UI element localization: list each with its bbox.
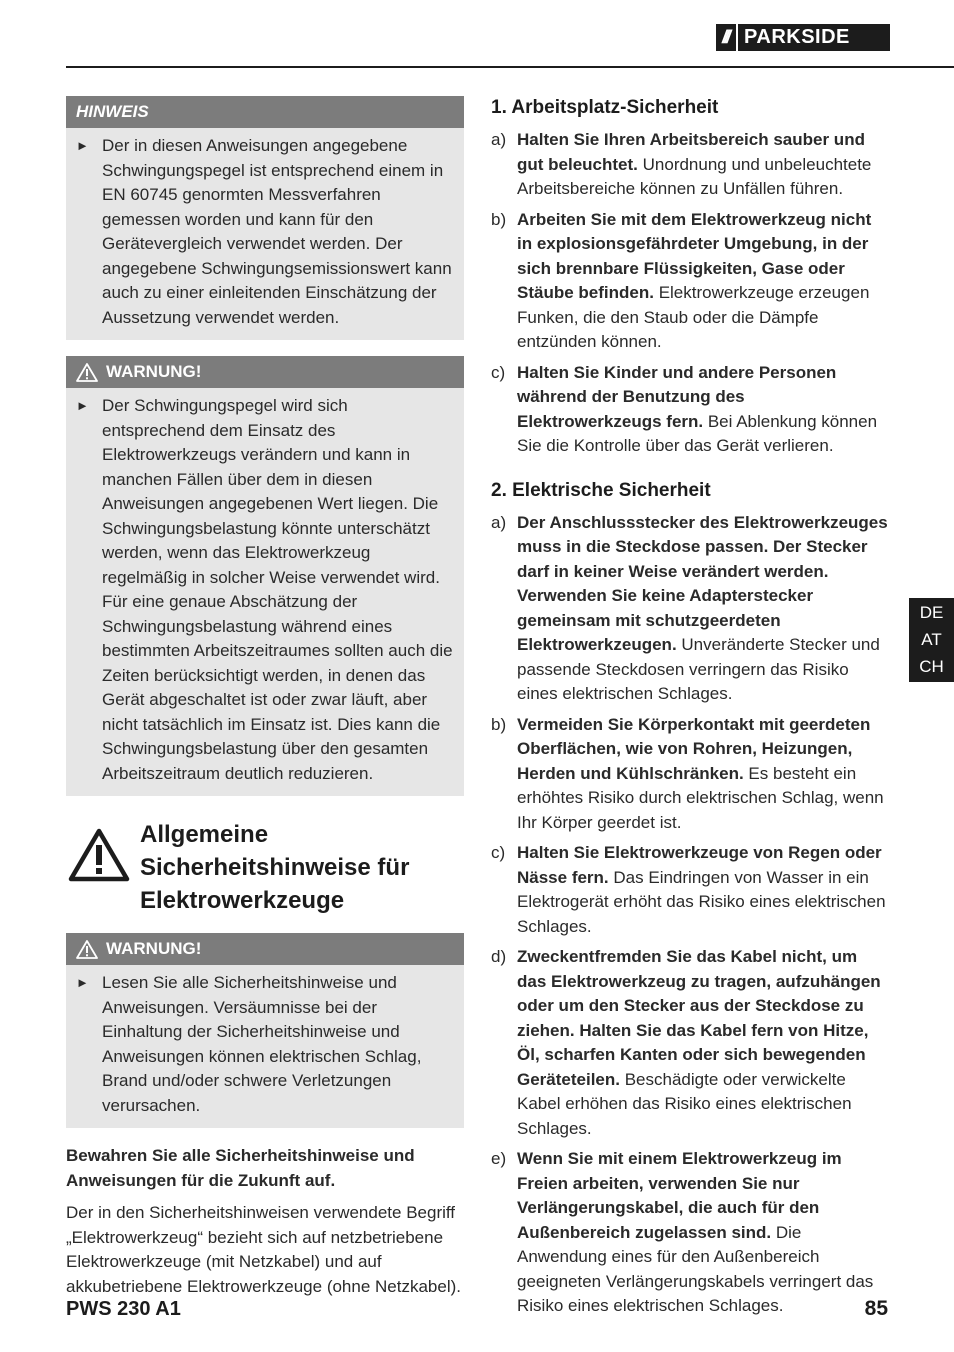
footer-model: PWS 230 A1	[66, 1298, 181, 1320]
item-label: a)	[491, 130, 507, 149]
definition-paragraph: Der in den Sicherheitshinweisen verwendete Begriff „Elektrowerkzeug“ bezieht sich auf netzbetriebene Elektrowerkzeuge (mit Netzkabel) und auf akkubetriebene Elektrowerkzeuge (ohne Netzkabel).	[66, 1203, 462, 1296]
section-heading: Allgemeine Sicherheitshinweise für Elektrowerkzeuge	[140, 821, 410, 914]
item-text: Die Anwendung eines für den Außenbereich geeigneten Verlängerungskabels verringert das Risiko eines elektrischen Schlages.	[517, 1222, 874, 1315]
list-item	[491, 713, 891, 836]
item-bold: Halten Sie Ihren Arbeitsbereich sauber und gut beleuchtet.	[517, 130, 865, 174]
item-label: e)	[491, 1149, 507, 1168]
hinweis-text: Der in diesen Anweisungen angegebene Schwingungspegel ist entsprechend einem in EN 60745 genormten Messverfahren gemessen worden und kann für den Gerätevergleich verwendet werden. Der angegebene Schwingungsemissionswert kann auch zu einer einleitenden Einschätzung der Aussetzung verwendet werden.	[102, 136, 452, 327]
item-text: Beschädigte oder verwickelte Kabel erhöhen das Risiko eines elektrischen Schlages.	[517, 1069, 852, 1138]
header-rule	[66, 66, 954, 68]
left-column	[66, 96, 464, 1299]
item-bold: Vermeiden Sie Körperkontakt mit geerdeten Oberflächen, wie von Rohren, Heizungen, Herden und Kühlschränken.	[517, 714, 871, 783]
logo-slashes: ///	[716, 24, 738, 51]
item-text: Das Eindringen von Wasser in ein Elektrogerät erhöht das Risiko eines elektrischen Schlages.	[517, 867, 886, 936]
list-item	[491, 945, 891, 1141]
parkside-logo	[716, 24, 890, 51]
item-bold: Wenn Sie mit einem Elektrowerkzeug im Freien arbeiten, verwenden Sie nur Verlängerungskabel, die auch für den Außenbereich zugelassen sind.	[517, 1149, 842, 1242]
item-label: c)	[491, 843, 506, 862]
lang-at: AT	[921, 630, 942, 649]
list-item	[491, 361, 891, 459]
item-bold: Halten Sie Elektrowerkzeuge von Regen oder Nässe fern.	[517, 843, 882, 887]
item-label: a)	[491, 512, 507, 532]
item-text: Es besteht ein erhöhtes Risiko durch elektrischen Schlag, wenn Ihr Körper geerdet ist.	[517, 763, 884, 832]
bullet-arrow-icon: ►	[76, 398, 89, 413]
item-bold: Zweckentfremden Sie das Kabel nicht, um das Elektrowerkzeug zu tragen, aufzuhängen oder um den Stecker aus der Steckdose zu ziehen. Halten Sie das Kabel fern von Hitze, Öl, scharfen Kanten oder sich bewegenden Geräteteilen.	[517, 947, 881, 1089]
warning-icon	[76, 940, 98, 959]
list-item	[491, 128, 891, 202]
item-text: Elektrowerkzeuge erzeugen Funken, die den Staub oder die Dämpfe entzünden können.	[517, 283, 870, 351]
warning-icon	[68, 828, 130, 882]
item-label: b)	[491, 714, 507, 734]
list-item	[491, 1147, 891, 1319]
item-text: Bei Ablenkung können Sie die Kontrolle über das Gerät verlieren.	[517, 411, 878, 455]
list-item	[491, 511, 891, 707]
right-column	[491, 96, 891, 1325]
warnung-header-2	[66, 933, 464, 965]
warnung-header-1	[66, 356, 464, 388]
bullet-arrow-icon: ►	[76, 975, 89, 990]
item-bold: Arbeiten Sie mit dem Elektrowerkzeug nicht in explosionsgefährdeter Umgebung, in der sich brennbare Flüssigkeiten, Gase oder Stäube befinden.	[517, 209, 872, 302]
hinweis-box	[66, 96, 464, 340]
list-item	[491, 841, 891, 939]
item-bold: Der Anschlussstecker des Elektrowerkzeuges muss in die Steckdose passen. Der Stecker darf in keiner Weise verändert werden. Verwenden Sie keine Adapterstecker gemeinsam mit schutzgeerdeten Elektrowerkzeugen.	[517, 512, 888, 654]
warnung-box-1	[66, 356, 464, 796]
list-item	[491, 208, 891, 355]
hinweis-title: HINWEIS	[66, 96, 464, 128]
warnung-text-1: Der Schwingungspegel wird sich entsprechend dem Einsatz des Elektrowerkzeugs verändern und kann in manchen Fällen über dem in diesen Anweisungen angegebenen Wert liegen. Die Schwingungsbelastung könnte unterschätzt werden, wenn das Elektrowerkzeug regelmäßig in solcher Weise verwendet wird. Für eine genaue Abschätzung der Schwingungsbelastung während eines bestimmten Arbeitszeitraumes sollten auch die Zeiten berücksichtigt werden, in denen das Gerät abgeschaltet ist oder zwar läuft, aber nicht tatsächlich im Einsatz ist. Dies kann die Schwingungsbelastung über den gesamten Arbeitszeitraum deutlich reduzieren.	[102, 396, 453, 783]
warnung-text-2: Lesen Sie alle Sicherheitshinweise und Anweisungen. Versäumnisse bei der Einhaltung der Sicherheitshinweise und Anweisungen können elektrischen Schlag, Brand und/oder schwere Verletzungen verursachen.	[102, 973, 422, 1115]
item-bold: Halten Sie Kinder und andere Personen während der Benutzung des Elektrowerkzeugs fern.	[517, 362, 837, 431]
section1-heading: 1. Arbeitsplatz-Sicherheit	[491, 97, 719, 118]
section-title-block	[66, 818, 464, 917]
item-text: Unordnung und unbeleuchtete Arbeitsbereiche können zu Unfällen führen.	[517, 154, 872, 198]
bullet-arrow-icon: ►	[76, 138, 89, 153]
item-label: b)	[491, 209, 507, 229]
lang-ch: CH	[919, 657, 944, 676]
lang-de: DE	[919, 603, 944, 622]
logo-brand: PARKSIDE	[744, 26, 850, 48]
keep-notice: Bewahren Sie alle Sicherheitshinweise und Anweisungen für die Zukunft auf.	[66, 1146, 415, 1190]
language-tab	[909, 598, 954, 682]
warning-icon	[76, 363, 98, 382]
item-text: Unveränderte Stecker und passende Steckdosen verringern das Risiko eines elektrischen Schlages.	[517, 635, 880, 703]
section2-heading: 2. Elektrische Sicherheit	[491, 479, 711, 501]
page-number: 85	[864, 1297, 888, 1320]
warnung-title-2: WARNUNG!	[106, 939, 202, 958]
warnung-box-2	[66, 933, 464, 1128]
item-label: d)	[491, 947, 507, 966]
warnung-title-1: WARNUNG!	[106, 362, 202, 381]
item-label: c)	[491, 362, 506, 382]
